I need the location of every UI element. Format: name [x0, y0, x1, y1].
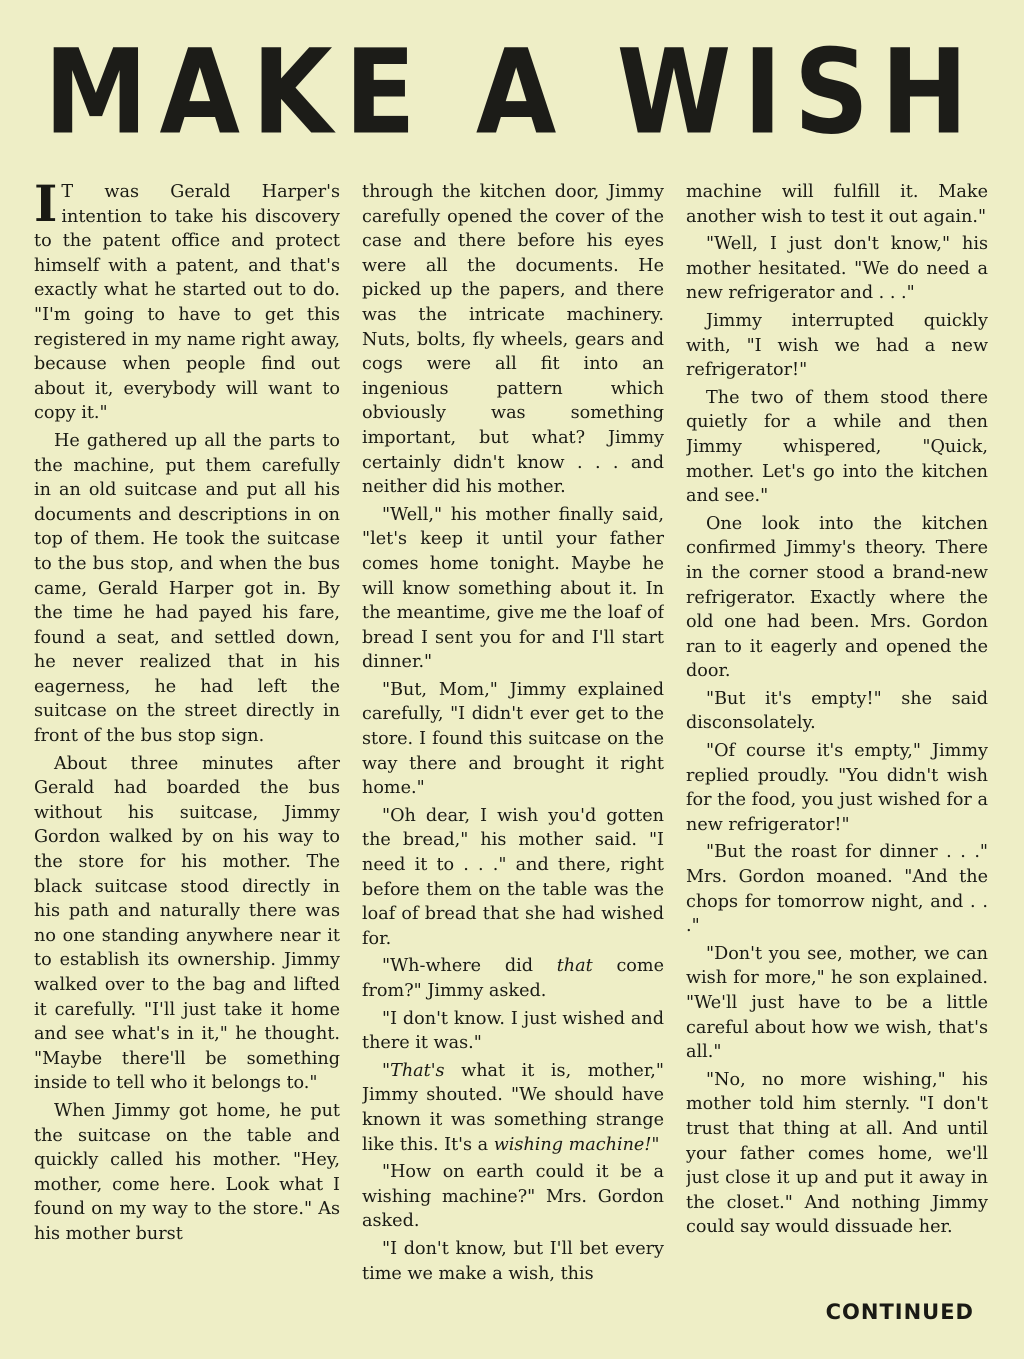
story-title: MAKE A WISH: [44, 23, 980, 161]
paragraph: He gathered up all the parts to the machine, put them carefully in an old suitcase and put all his documents and descriptions in on top of them. He took the suitcase to the bus stop, and when the bus came, Gerald Harper got in. By the time he had payed his fare, found a seat, and settled down, he never realized that in his eagerness, he had left the suitcase on the street directly in front of the bus stop sign.: [34, 430, 340, 747]
text-column-3: [686, 180, 988, 1300]
paragraph-text: ": [382, 1060, 391, 1081]
paragraph-text: T was Gerald Harper's intention to take his discovery to the patent office and protect himself with a patent, and that's exactly what he started out to do. "I'm going to have to get this registered in my name right away, because when people find out about it, everybody will want to copy it.": [34, 182, 340, 424]
emphasis-text: That's: [390, 1060, 445, 1081]
drop-cap: I: [34, 180, 58, 233]
paragraph: machine will fulfill it. Make another wish to test it out again.": [686, 182, 988, 227]
paragraph: [34, 180, 340, 426]
paragraph: "Don't you see, mother, we can wish for more," he son explained. "We'll just have to be a little careful about how we wish, that's all.": [686, 943, 988, 1063]
paragraph-text: ": [651, 1134, 660, 1155]
paragraph: "No, no more wishing," his mother told him sternly. "I don't trust that thing at all. And until your father comes home, we'll just close it up and put it away in the closet." And nothing Jimmy could say would dissuade her.: [686, 1069, 988, 1238]
emphasis-text: wishing machine!: [493, 1134, 652, 1155]
paragraph: [362, 954, 664, 1003]
paragraph: One look into the kitchen confirmed Jimmy's theory. There in the corner stood a brand-new refrigerator. Exactly where the old one had been. Mrs. Gordon ran to it eagerly and opened the door.: [686, 513, 988, 682]
paragraph: through the kitchen door, Jimmy carefully opened the cover of the case and there before his eyes were all the documents. He picked up the papers, and there was the intricate machinery. Nuts, bolts, fly wheels, gears and cogs were all fit into an ingenious pattern which obviously was something important, but what? Jimmy certainly didn't know . . . and neither did his mother.: [362, 182, 664, 498]
emphasis-text: that: [556, 956, 593, 977]
paragraph: "I don't know. I just wished and there it was.": [362, 1008, 664, 1054]
paragraph: "But it's empty!" she said disconsolately.: [686, 688, 988, 734]
paragraph: Jimmy interrupted quickly with, "I wish we had a new refrigerator!": [686, 310, 988, 381]
text-column-2: [362, 180, 664, 1300]
paragraph: "But the roast for dinner . . ." Mrs. Gordon moaned. "And the chops for tomorrow night, and . . .": [686, 842, 988, 937]
paragraph-text: what it is, mother," Jimmy shouted. "We should have known it was something strange like this. It's a: [362, 1060, 664, 1155]
paragraph: About three minutes after Gerald had boarded the bus without his suitcase, Jimmy Gordon walked by on his way to the store for his mother. The black suitcase stood directly in his path and naturally there was no one standing anywhere near it to establish its ownership. Jimmy walked over to the bag and lifted it carefully. "I'll just take it home and see what's in it," he thought. "Maybe there'll be something inside to tell who it belongs to.": [34, 753, 340, 1094]
paragraph: "I don't know, but I'll bet every time we make a wish, this: [362, 1238, 664, 1284]
text-column-1: [34, 180, 340, 1300]
paragraph: The two of them stood there quietly for a while and then Jimmy whispered, "Quick, mother. Let's go into the kitchen and see.": [686, 387, 988, 507]
paragraph: "But, Mom," Jimmy explained carefully, "I didn't ever get to the store. I found this suitcase on the way there and brought it right home.": [362, 679, 664, 799]
continued-label: CONTINUED: [825, 1300, 974, 1324]
paragraph-text: come from?" Jimmy asked.: [362, 956, 664, 1001]
paragraph-text: "Wh-where did: [382, 956, 557, 977]
paragraph: "Oh dear, I wish you'd gotten the bread," his mother said. "I need it to . . ." and there, right before them on the table was the loaf of bread that she had wished for.: [362, 805, 664, 949]
paragraph: "How on earth could it be a wishing machine?" Mrs. Gordon asked.: [362, 1162, 664, 1232]
paragraph: [362, 1059, 664, 1157]
paragraph: "Well," his mother finally said, "let's keep it until your father comes home tonight. Maybe he will know something about it. In the meantime, give me the loaf of bread I sent you for and I'll start dinner.": [362, 504, 664, 673]
paragraph: "Well, I just don't know," his mother hesitated. "We do need a new refrigerator and . . .": [686, 234, 988, 304]
paragraph: When Jimmy got home, he put the suitcase on the table and quickly called his mother. "Hey, mother, come here. Look what I found on my way to the store." As his mother burst: [34, 1100, 340, 1244]
paragraph: "Of course it's empty," Jimmy replied proudly. "You didn't wish for the food, you just wished for a new refrigerator!": [686, 741, 988, 835]
